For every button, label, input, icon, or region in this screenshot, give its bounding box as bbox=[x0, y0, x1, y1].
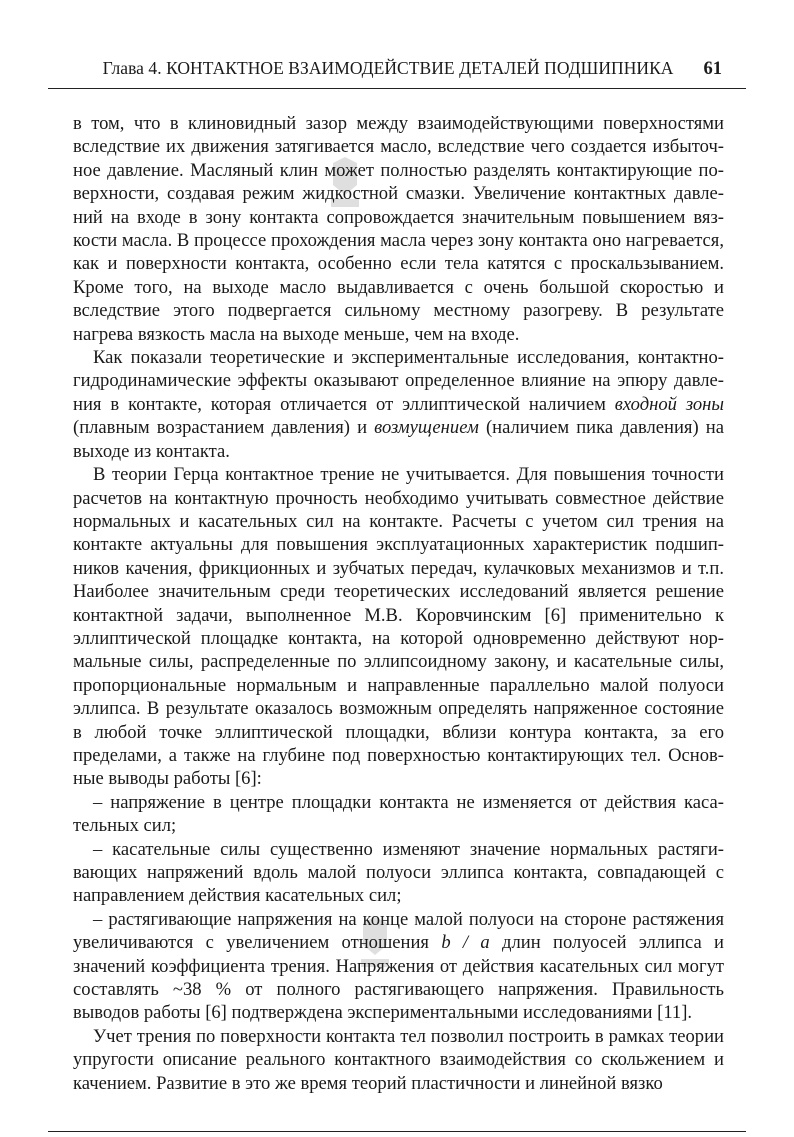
paragraph bbox=[73, 791, 724, 838]
page-body-text bbox=[73, 112, 724, 1095]
paragraph-text: – растягивающие напряжения на конце малой полуоси на стороне растяжения увеличиваются с увеличением отношения bbox=[73, 908, 724, 954]
italic-term: входной зоны bbox=[614, 393, 724, 415]
paragraph-text: – напряжение в центре площадки контакта не изменяется от действия касательных сил; bbox=[73, 791, 724, 837]
paragraph-text: Учет трения по поверхности контакта тел позволил построить в рамках теории упругости описание реального контактного взаимодействия со скольжением и качением. Развитие в это же время теорий пластичности и линейной вязко bbox=[73, 1025, 724, 1094]
paragraph-text: – касательные силы существенно изменяют значение нормальных растягивающих напряжений вдоль малой полуоси эллипса контакта, совпадающей с направлением действия касательных сил; bbox=[73, 838, 724, 907]
paragraph-text: длин полуосей эллипса и значений коэффициента трения. Напряжения от действия касательных сил могут составлять ~38 % от полного растягивающего напряжения. Правильность выводов работы [6] подтверждена экспериментальными исследованиями [11]. bbox=[73, 932, 724, 1024]
paragraph-text: (наличием пика давления) на выходе из контакта. bbox=[73, 417, 724, 462]
chapter-title: Глава 4. КОНТАКТНОЕ ВЗАИМОДЕЙСТВИЕ ДЕТАЛЕЙ ПОДШИПНИКА bbox=[102, 58, 674, 78]
paragraph-text: (плавным возрастанием давления) и bbox=[73, 417, 375, 439]
paragraph bbox=[73, 112, 724, 346]
paragraph bbox=[73, 838, 724, 908]
paragraph bbox=[73, 463, 724, 791]
italic-term: b / a bbox=[441, 932, 490, 954]
running-header bbox=[70, 58, 722, 88]
header-rule bbox=[48, 88, 746, 89]
footer-rule bbox=[48, 1131, 746, 1132]
paragraph-text: В теории Герца контактное трение не учитывается. Для повышения точности расчетов на контактную прочность необходимо учитывать совместное действие нормальных и касательных сил на контакте. Расчеты с учетом сил трения на контакте актуальны для повышения эксплуатационных характеристик подшипников качения, фрикционных и зубчатых передач, кулачковых механизмов и т.п. Наиболее значительным среди теоретических исследований является решение контактной задачи, выполненное М.В. Коровчинским [6] применительно к эллиптической площадке контакта, на которой одновременно действуют нормальные силы, распределенные по эллипсоидному закону, и касательные силы, пропорциональные нормальным и направленные параллельно малой полуоси эллипса. В результате оказалось возможным определять напряженное состояние в любой точке эллиптической площадки, вблизи контура контакта, за его пределами, а также на глубине под поверхностью контактирующих тел. Основные выводы работы [6]: bbox=[73, 464, 724, 790]
paragraph-text: Как показали теоретические и экспериментальные исследования, контактногидродинамические эффекты оказывают определенное влияние на эпюру давления в контакте, которая отличается от эллиптической наличием bbox=[73, 347, 724, 415]
paragraph-text: в том, что в клиновидный зазор между взаимодействующими поверхностями вследствие их движения затягивается масло, вследствие чего создается избыточное давление. Масляный клин может полностью разделять контактирующие поверхности, создавая режим жидкостной смазки. Увеличение контактных давлений на входе в зону контакта сопровождается значительным повышением вязкости масла. В процессе прохождения масла через зону контакта оно нагревается, как и поверхности контакта, особенно если тела катятся с проскальзыванием. Кроме того, на выходе масло выдавливается с очень большой скоростью и вследствие этого подвергается сильному местному разогреву. В результате нагрева вязкость масла на выходе меньше, чем на входе. bbox=[73, 113, 724, 345]
paragraph bbox=[73, 346, 724, 463]
italic-term: возмущением bbox=[374, 417, 479, 439]
page-number: 61 bbox=[703, 59, 722, 79]
paragraph bbox=[73, 1025, 724, 1095]
paragraph bbox=[73, 908, 724, 1025]
